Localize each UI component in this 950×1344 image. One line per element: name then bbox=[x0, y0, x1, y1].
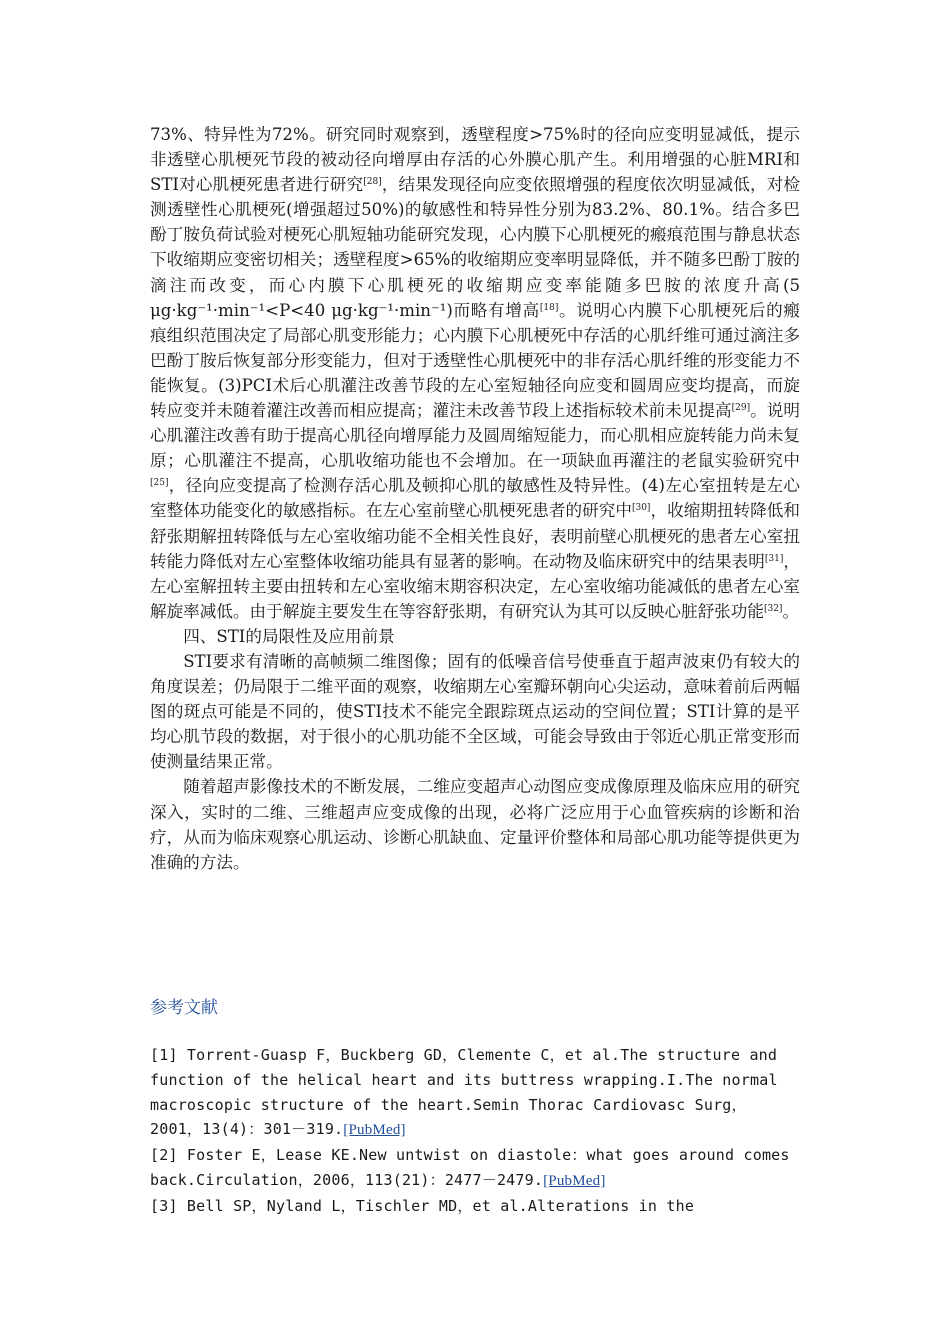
citation-28: [28] bbox=[363, 177, 382, 188]
citation-25: [25] bbox=[150, 478, 169, 489]
citation-29: [29] bbox=[731, 403, 751, 414]
reference-item-1: [1] Torrent-Guasp F，Buckberg GD，Clemente C，et al.The structure and function of the helical heart and its buttress wrapping.I.The normal macroscopic structure of the heart.Semin Thorac Cardiovasc Surg，2001，13(4)：301－319.[PubMed] bbox=[150, 1046, 778, 1139]
pubmed-link-2[interactable]: [PubMed] bbox=[543, 1172, 606, 1189]
reference-item-3: [3] Bell SP，Nyland L，Tischler MD，et al.Alterations in the bbox=[150, 1196, 695, 1215]
reference-item-2: [2] Foster E，Lease KE.New untwist on diastole：what goes around comes back.Circulation，2006，113(21)：2477－2479.[PubMed] bbox=[150, 1146, 790, 1189]
article-body bbox=[150, 122, 800, 875]
citation-30: [30] bbox=[631, 503, 651, 514]
references-title: 参考文献 bbox=[150, 998, 218, 1018]
citation-32: [32] bbox=[763, 603, 783, 614]
citation-18: [18] bbox=[539, 302, 559, 313]
citation-31: [31] bbox=[764, 553, 784, 564]
pubmed-link-1[interactable]: [PubMed] bbox=[343, 1122, 406, 1139]
paragraph-outlook: 随着超声影像技术的不断发展，二维应变超声心动图应变成像原理及临床应用的研究深入，实时的二维、三维超声应变成像的出现，必将广泛应用于心血管疾病的诊断和治疗，从而为临床观察心肌运动、诊断心肌缺血、定量评价整体和局部心肌功能等提供更为准确的方法。 bbox=[150, 777, 800, 872]
paragraph-results: 73%、特异性为72%。研究同时观察到，透壁程度>75%时的径向应变明显减低，提示非透壁心肌梗死节段的被动径向增厚由存活的心外膜心肌产生。利用增强的心脏MRI和STI对心肌梗死患者进行研究[28]，结果发现径向应变依照增强的程度依次明显减低，对检测透壁性心肌梗死(增强超过50%)的敏感性和特异性分别为83.2%、80.1%。结合多巴酚丁胺负荷试验对梗死心肌短轴功能研究发现，心内膜下心肌梗死的瘢痕范围与静息状态下收缩期应变密切相关；透壁程度>65%的收缩期应变率明显降低，并不随多巴酚丁胺的滴注而改变，而心内膜下心肌梗死的收缩期应变率能随多巴胺的浓度升高(5 μg·kg⁻¹·min⁻¹<P<40 μg·kg⁻¹·min⁻¹)而略有增高[18]。说明心内膜下心肌梗死后的瘢痕组织范围决定了局部心肌变形能力；心内膜下心肌梗死中存活的心肌纤维可通过滴注多巴酚丁胺后恢复部分形变能力，但对于透壁性心肌梗死中的非存活心肌纤维的形变能力不能恢复。(3)PCI术后心肌灌注改善节段的左心室短轴径向应变和圆周应变均提高，而旋转应变并未随着灌注改善而相应提高；灌注未改善节段上述指标较术前未见提高[29]。说明心肌灌注改善有助于提高心肌径向增厚能力及圆周缩短能力，而心肌相应旋转能力尚未复原；心肌灌注不提高，心肌收缩功能也不会增加。在一项缺血再灌注的老鼠实验研究中[25]，径向应变提高了检测存活心肌及顿抑心肌的敏感性及特异性。(4)左心室扭转是左心室整体功能变化的敏感指标。在左心室前壁心肌梗死患者的研究中[30]，收缩期扭转降低和舒张期解扭转降低与左心室收缩功能不全相关性良好，表明前壁心肌梗死的患者左心室扭转能力降低对左心室整体收缩功能具有显著的影响。在动物及临床研究中的结果表明[31]，左心室解扭转主要由扭转和左心室收缩末期容积决定，左心室收缩功能减低的患者左心室解旋率减低。由于解旋主要发生在等容舒张期，有研究认为其可以反映心脏舒张功能[32]。 bbox=[150, 125, 801, 621]
reference-list bbox=[150, 1043, 790, 1219]
section-heading: 四、STI的局限性及应用前景 bbox=[183, 626, 395, 646]
paragraph-limitations: STI要求有清晰的高帧频二维图像；固有的低噪音信号使垂直于超声波束仍有较大的角度误差；仍局限于二维平面的观察，收缩期左心室瓣环朝向心尖运动，意味着前后两幅图的斑点可能是不同的，使STI技术不能完全跟踪斑点运动的空间位置；STI计算的是平均心肌节段的数据，对于很小的心肌功能不全区域，可能会导致由于邻近心肌正常变形而使测量结果正常。 bbox=[150, 651, 800, 772]
